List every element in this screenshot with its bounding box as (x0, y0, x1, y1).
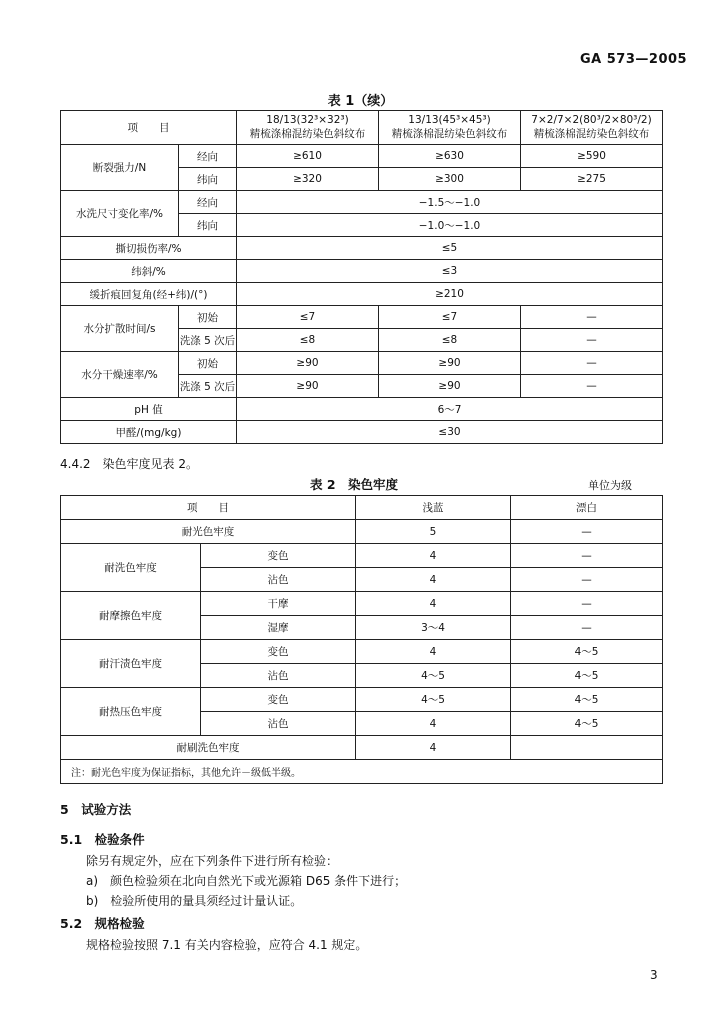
t1-head-c1: 18/13(32³×32³) 精梳涤棉混纺染色斜纹布 (237, 111, 379, 145)
t1-break-strength: 断裂强力/N (61, 145, 179, 191)
t1-crease: 缓折痕回复角(经+纬)/(°) (61, 283, 237, 306)
cell: 4～5 (511, 640, 663, 664)
t1-initial2: 初始 (179, 352, 237, 375)
t1-skew: 纬斜/% (61, 260, 237, 283)
cell: — (511, 568, 663, 592)
clause-4-4-2: 4.4.2 染色牢度见表 2。 (60, 457, 198, 471)
cell: ≥320 (237, 168, 379, 191)
t1-after-wash: 洗涤 5 次后 (179, 329, 237, 352)
standard-code: GA 573—2005 (580, 52, 688, 67)
table-1 (60, 110, 663, 444)
cell: −1.0～−1.0 (237, 214, 663, 237)
cell: 4 (356, 712, 511, 736)
t1-initial: 初始 (179, 306, 237, 329)
cell: ≥630 (379, 145, 521, 168)
t2-note: 注：耐光色牢度为保证指标，其他允许－级低半级。 (61, 760, 663, 784)
cell: 4 (356, 736, 511, 760)
t1-head-item: 项 目 (61, 111, 237, 145)
cell: 4 (356, 640, 511, 664)
t2-brush: 耐刷洗色牢度 (61, 736, 356, 760)
cell: 变色 (201, 688, 356, 712)
cell: ≤3 (237, 260, 663, 283)
t2-wash: 耐洗色牢度 (61, 544, 201, 592)
cell: 4～5 (511, 664, 663, 688)
cell: ≥210 (237, 283, 663, 306)
section-5: 5 试验方法 (60, 802, 132, 817)
section-5-2-text: 规格检验按照 7.1 有关内容检验，应符合 4.1 规定。 (86, 938, 368, 952)
t1-seam: 撕切损伤率/% (61, 237, 237, 260)
cell: — (511, 520, 663, 544)
t1-head-c2: 13/13(45³×45³) 精梳涤棉混纺染色斜纹布 (379, 111, 521, 145)
cell: ≥90 (237, 375, 379, 398)
cell: 湿摩 (201, 616, 356, 640)
cell (511, 736, 663, 760)
cell: ≥90 (237, 352, 379, 375)
t2-head-c1: 浅蓝 (356, 496, 511, 520)
cell: — (511, 544, 663, 568)
cell: — (521, 375, 663, 398)
t1-head-c3: 7×2/7×2(80³/2×80³/2) 精梳涤棉混纺染色斜纹布 (521, 111, 663, 145)
cell: — (521, 352, 663, 375)
t2-head-c2: 漂白 (511, 496, 663, 520)
cell: 3～4 (356, 616, 511, 640)
cell: ≤8 (379, 329, 521, 352)
table1-caption: 表 1（续） (327, 94, 394, 109)
cell: 4～5 (356, 688, 511, 712)
cell: −1.5～−1.0 (237, 191, 663, 214)
cell: 沾色 (201, 664, 356, 688)
t2-head-item: 项 目 (61, 496, 356, 520)
cell: 4 (356, 544, 511, 568)
cell: 4 (356, 592, 511, 616)
t1-after-wash2: 洗涤 5 次后 (179, 375, 237, 398)
table2-caption: 表 2 染色牢度 (310, 477, 399, 492)
cell: ≤7 (237, 306, 379, 329)
t2-light: 耐光色牢度 (61, 520, 356, 544)
cell: — (511, 592, 663, 616)
cell: ≤7 (379, 306, 521, 329)
cell: 沾色 (201, 568, 356, 592)
cell: 4～5 (511, 688, 663, 712)
t1-dry: 水分干燥速率/% (61, 352, 179, 398)
cell: ≥275 (521, 168, 663, 191)
t2-sweat: 耐汗渍色牢度 (61, 640, 201, 688)
t1-weft2: 纬向 (179, 214, 237, 237)
cell: ≤8 (237, 329, 379, 352)
section-5-1-text: 除另有规定外，应在下列条件下进行所有检验： (86, 854, 339, 868)
cell: 4～5 (511, 712, 663, 736)
table-2 (60, 495, 663, 784)
section-5-1-a: a) 颜色检验须在北向自然光下或光源箱 D65 条件下进行； (86, 874, 407, 888)
cell: ≥300 (379, 168, 521, 191)
cell: ≥90 (379, 352, 521, 375)
cell: 5 (356, 520, 511, 544)
t1-warp2: 经向 (179, 191, 237, 214)
cell: 4 (356, 568, 511, 592)
cell: — (521, 329, 663, 352)
cell: — (511, 616, 663, 640)
cell: 变色 (201, 544, 356, 568)
t1-ph: pH 值 (61, 398, 237, 421)
t2-hot: 耐热压色牢度 (61, 688, 201, 736)
cell: 沾色 (201, 712, 356, 736)
cell: ≤30 (237, 421, 663, 444)
cell: ≥590 (521, 145, 663, 168)
cell: 6～7 (237, 398, 663, 421)
cell: 变色 (201, 640, 356, 664)
t1-hcho: 甲醛/(mg/kg) (61, 421, 237, 444)
cell: ≥90 (379, 375, 521, 398)
cell: ≥610 (237, 145, 379, 168)
cell: 干摩 (201, 592, 356, 616)
t1-warp: 经向 (179, 145, 237, 168)
cell: — (521, 306, 663, 329)
section-5-2: 5.2 规格检验 (60, 916, 145, 931)
page-number: 3 (650, 968, 658, 982)
t1-shrink: 水洗尺寸变化率/% (61, 191, 179, 237)
table2-unit: 单位为级 (588, 479, 632, 492)
section-5-1: 5.1 检验条件 (60, 832, 145, 847)
t1-weft: 纬向 (179, 168, 237, 191)
t2-rub: 耐摩擦色牢度 (61, 592, 201, 640)
section-5-1-b: b) 检验所使用的量具须经过计量认证。 (86, 894, 303, 908)
t1-diffuse: 水分扩散时间/s (61, 306, 179, 352)
cell: ≤5 (237, 237, 663, 260)
cell: 4～5 (356, 664, 511, 688)
